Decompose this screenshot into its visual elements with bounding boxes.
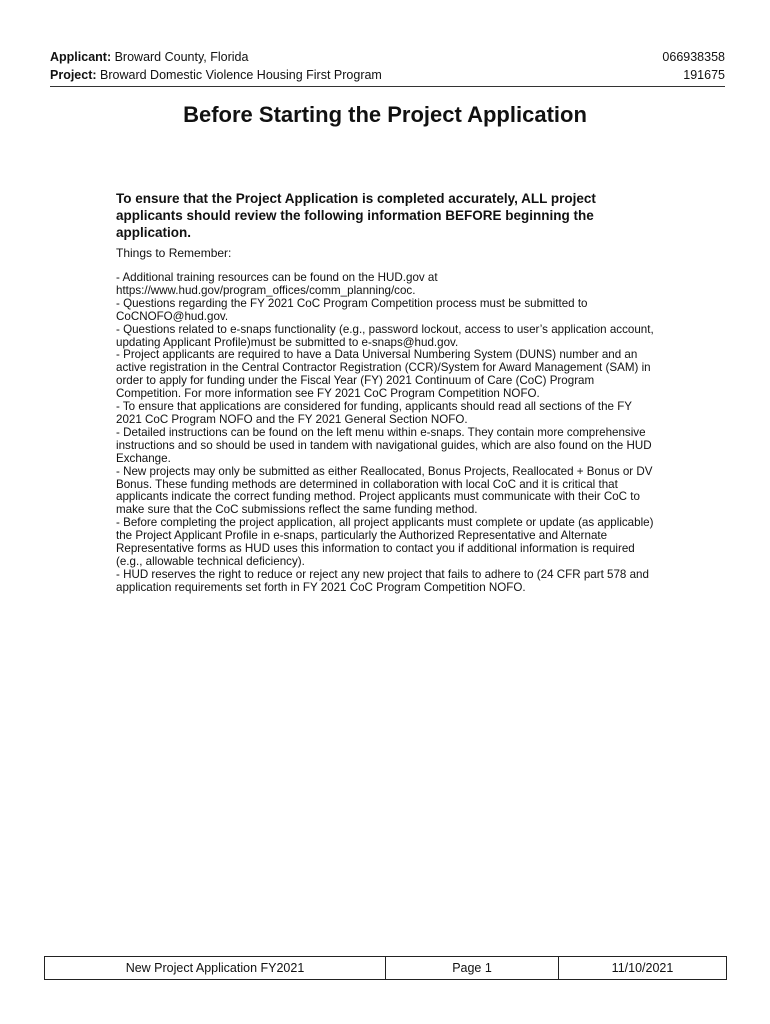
applicant-info xyxy=(50,48,248,66)
things-to-remember-heading: Things to Remember: xyxy=(116,246,232,260)
project-id: 191675 xyxy=(683,68,725,82)
page-title: Before Starting the Project Application xyxy=(183,102,587,127)
applicant-id: 066938358 xyxy=(662,50,725,64)
list-item: - HUD reserves the right to reduce or reject any new project that fails to adhere to (24 CFR part 578 and application requirements set forth in FY 2021 CoC Program Competition NOFO. xyxy=(116,567,649,594)
footer-page-number: Page 1 xyxy=(386,957,559,979)
footer-date: 11/10/2021 xyxy=(611,961,674,975)
list-item: - Detailed instructions can be found on the left menu within e-snaps. They contain more comprehensive instructions and so should be used in tandem with navigational guides, which are also found on the HUD Exchange. xyxy=(116,425,652,465)
page-footer xyxy=(44,956,727,980)
list-item: - New projects may only be submitted as either Reallocated, Bonus Projects, Reallocated + Bonus or DV Bonus. These funding methods are determined in collaboration with local CoC and it is critical that applicants indicate the correct funding method. Project applicants must communicate with their CoC to make sure that the CoC submissions reflect the same funding method. xyxy=(116,464,653,517)
list-item: - Questions related to e-snaps functionality (e.g., password lockout, access to user’s application account, updating Applicant Profile)must be submitted to e-snaps@hud.gov. xyxy=(116,322,654,349)
applicant-label: Applicant: xyxy=(50,50,112,64)
applicant-row xyxy=(50,48,725,66)
intro-paragraph: To ensure that the Project Application is completed accurately, ALL project applicants should review the following information BEFORE beginning the application. xyxy=(116,191,596,240)
list-item: - Additional training resources can be found on the HUD.gov at https://www.hud.gov/program_offices/comm_planning/coc. xyxy=(116,271,438,297)
project-row xyxy=(50,66,725,84)
header-divider xyxy=(50,86,725,87)
list-item: - Project applicants are required to have a Data Universal Numbering System (DUNS) number and an active registration in the Central Contractor Registration (CCR)/System for Award Management (SAM) in order to apply for funding under the Fiscal Year (FY) 2021 Continuum of Care (CoC) Program Competition. For more information see FY 2021 CoC Program Competition NOFO. xyxy=(116,348,651,401)
page-header xyxy=(50,48,725,87)
applicant-value: Broward County, Florida xyxy=(114,50,249,64)
instructions-list xyxy=(116,272,656,595)
project-label: Project: xyxy=(50,68,97,82)
list-item: - Before completing the project application, all project applicants must complete or update (as applicable) the Project Applicant Profile in e-snaps, particularly the Authorized Representative and Alternate Representative forms as HUD uses this information to contact you if additional information is required (e.g., allowable technical deficiency). xyxy=(116,516,654,568)
project-info xyxy=(50,66,382,84)
list-item: - Questions regarding the FY 2021 CoC Program Competition process must be submitted to CoCNOFO@hud.gov. xyxy=(116,296,588,323)
project-value: Broward Domestic Violence Housing First Program xyxy=(100,68,382,82)
list-item: - To ensure that applications are considered for funding, applicants should read all sections of the FY 2021 CoC Program NOFO and the FY 2021 General Section NOFO. xyxy=(116,400,632,426)
footer-form-name: New Project Application FY2021 xyxy=(45,957,386,979)
